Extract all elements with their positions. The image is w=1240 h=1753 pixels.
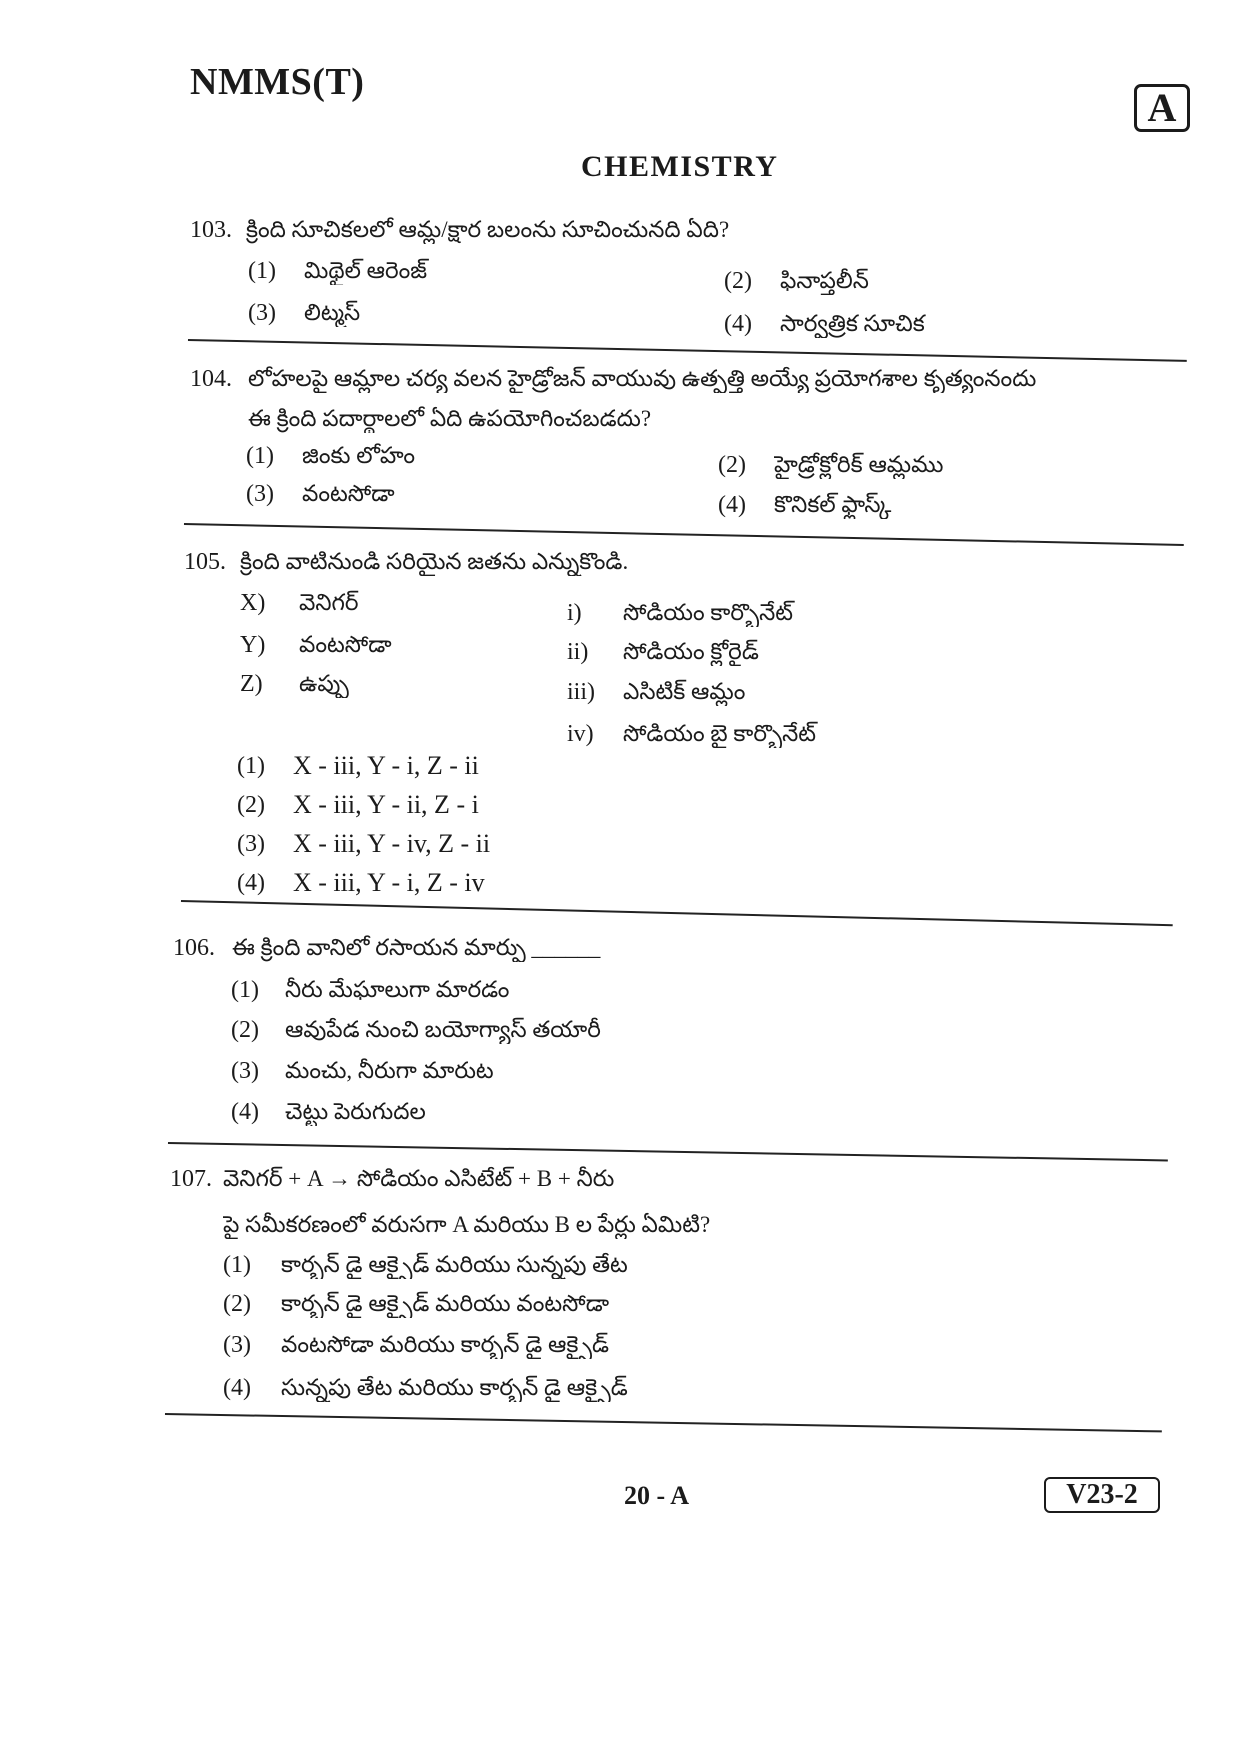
question-text: క్రింది సూచికలలో ఆమ్ల/క్షార బలంను సూచించునది ఏది?	[246, 217, 730, 242]
option-label: (4)	[718, 492, 746, 518]
option-label: (3)	[231, 1058, 259, 1084]
option-text: మిథైల్ ఆరెంజ్	[304, 258, 428, 283]
option-text: కొనికల్ ఫ్లాస్క్	[774, 492, 892, 517]
question-text: వెనిగర్ + A → సోడియం ఎసిటేట్ + B + నీరు	[223, 1166, 615, 1191]
option-text: సున్నపు తేట మరియు కార్బన్ డై ఆక్సైడ్	[281, 1375, 628, 1400]
match-text: ఎసిటిక్ ఆమ్లం	[623, 679, 746, 704]
option-label: (2)	[724, 268, 752, 294]
question-text: ఈ క్రింది పదార్థాలలో ఏది ఉపయోగించబడదు?	[248, 406, 652, 431]
match-text: సోడియం కార్బొనేట్	[623, 600, 794, 625]
option-text: ఫినాప్తలీన్	[780, 268, 869, 293]
option-text: లిట్మస్	[304, 300, 361, 325]
subject-title: CHEMISTRY	[581, 150, 779, 183]
question-text: క్రింది వాటినుండి సరియైన జతను ఎన్నుకొండి.	[240, 549, 629, 574]
option-text: ఆవుపేడ నుంచి బయోగ్యాస్ తయారీ	[285, 1017, 601, 1042]
option-text: సార్వత్రిక సూచిక	[780, 311, 925, 336]
question-divider	[165, 1413, 1162, 1432]
option-label: (4)	[231, 1099, 259, 1125]
match-label: i)	[567, 600, 582, 626]
match-text: సోడియం బై కార్బొనేట్	[623, 721, 817, 746]
option-label: (4)	[724, 311, 752, 337]
option-label: (1)	[231, 977, 259, 1003]
question-divider	[184, 523, 1184, 546]
option-text: చెట్టు పెరుగుదల	[285, 1099, 426, 1124]
option-label: (3)	[237, 831, 265, 857]
match-label: ii)	[567, 639, 589, 665]
option-text: X - iii, Y - i, Z - ii	[293, 751, 479, 780]
option-label: (4)	[237, 870, 265, 896]
page-number: 20 - A	[624, 1481, 689, 1510]
question-number: 105.	[184, 549, 226, 575]
option-text: హైడ్రోక్లోరిక్ ఆమ్లము	[774, 452, 944, 477]
option-label: (3)	[246, 481, 274, 507]
option-text: కార్బన్ డై ఆక్సైడ్ మరియు వంటసోడా	[281, 1291, 610, 1316]
option-text: కార్బన్ డై ఆక్సైడ్ మరియు సున్నపు తేట	[281, 1252, 628, 1277]
option-text: X - iii, Y - i, Z - iv	[293, 868, 485, 897]
option-text: మంచు, నీరుగా మారుట	[285, 1058, 494, 1083]
match-label: Y)	[240, 632, 266, 658]
option-text: వంటసోడా మరియు కార్బన్ డై ఆక్సైడ్	[281, 1332, 610, 1357]
option-label: (3)	[223, 1332, 251, 1358]
option-text: నీరు మేఘాలుగా మారడం	[285, 977, 510, 1002]
question-divider	[181, 900, 1173, 926]
question-text: లోహలపై ఆమ్లాల చర్య వలన హైడ్రోజన్ వాయువు ఉత్పత్తి అయ్యే ప్రయోగశాల కృత్యంనందు	[248, 366, 1037, 391]
option-label: (2)	[237, 792, 265, 818]
match-label: iv)	[567, 721, 594, 747]
option-text: X - iii, Y - iv, Z - ii	[293, 829, 491, 858]
match-label: Z)	[240, 671, 263, 697]
option-label: (2)	[223, 1291, 251, 1317]
match-label: iii)	[567, 679, 595, 705]
option-label: (1)	[248, 258, 276, 284]
match-text: సోడియం క్లోరైడ్	[623, 639, 759, 664]
question-text: ఈ క్రింది వానిలో రసాయన మార్పు ______	[232, 935, 601, 960]
match-label: X)	[240, 590, 266, 616]
question-number: 104.	[190, 366, 232, 392]
question-divider	[168, 1142, 1168, 1161]
option-label: (2)	[231, 1017, 259, 1043]
option-text: జింకు లోహం	[302, 443, 416, 468]
question-number: 106.	[173, 935, 215, 961]
booklet-series-badge: A	[1134, 84, 1190, 132]
match-text: వెనిగర్	[299, 590, 359, 615]
option-label: (2)	[718, 452, 746, 478]
question-text: పై సమీకరణంలో వరుసగా A మరియు B ల పేర్లు ఏమిటి?	[223, 1212, 711, 1237]
option-label: (1)	[223, 1252, 251, 1278]
question-number: 103.	[190, 217, 232, 243]
exam-code: NMMS(T)	[190, 61, 365, 103]
question-number: 107.	[170, 1166, 212, 1192]
option-label: (4)	[223, 1375, 251, 1401]
question-divider	[188, 339, 1187, 362]
match-text: ఉప్పు	[299, 671, 349, 696]
option-label: (1)	[237, 753, 265, 779]
option-text: X - iii, Y - ii, Z - i	[293, 790, 479, 819]
option-label: (1)	[246, 443, 274, 469]
paper-code-badge: V23-2	[1044, 1477, 1160, 1513]
match-text: వంటసోడా	[299, 632, 392, 657]
option-text: వంటసోడా	[302, 481, 395, 506]
option-label: (3)	[248, 300, 276, 326]
